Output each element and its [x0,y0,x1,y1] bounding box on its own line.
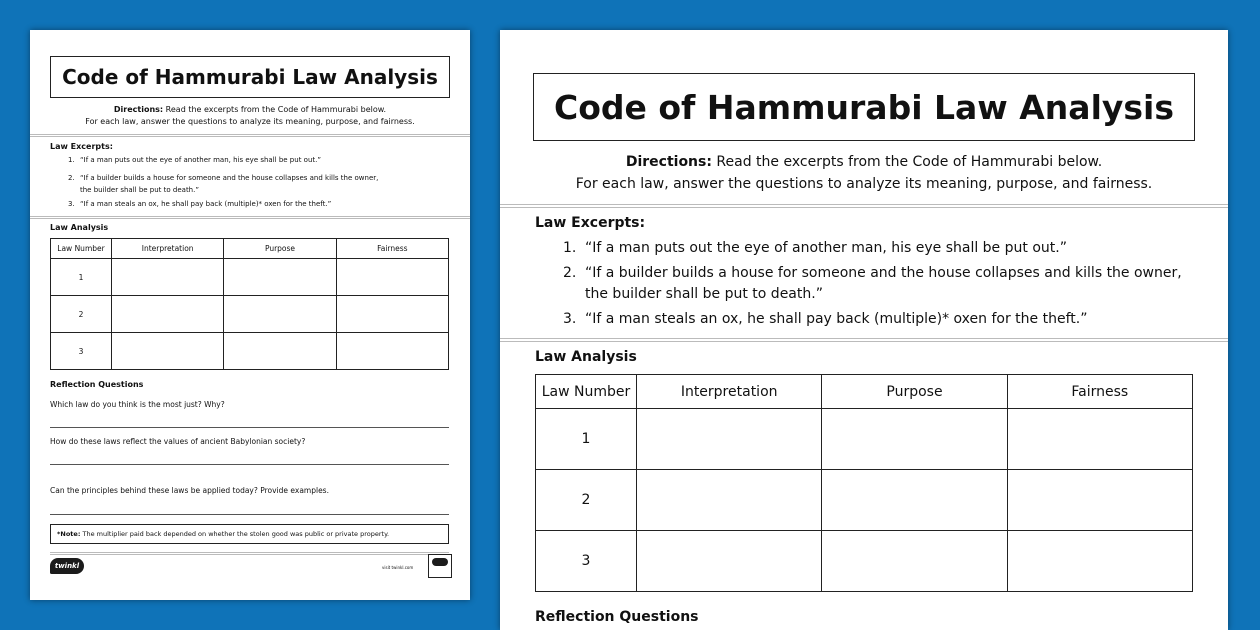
row-number: 1 [536,409,637,470]
excerpt-2 [563,263,1182,305]
divider [30,216,470,219]
footer-url: visit twinkl.com [382,565,414,570]
directions [500,151,1228,195]
fairness-cell[interactable] [336,296,448,333]
answer-line-3[interactable] [50,514,449,515]
excerpt-number: 3. [563,311,577,327]
excerpt-1 [68,156,321,164]
excerpt-number: 2. [563,265,577,281]
directions-label: Directions: [625,154,712,170]
table-header: Law Number [51,239,112,259]
excerpt-text: “If a man puts out the eye of another man, his eye shall be put out.” [80,156,321,164]
divider [30,134,470,137]
analysis-table [50,238,449,370]
purpose-cell[interactable] [822,409,1007,470]
table-row [536,470,1193,531]
fairness-cell[interactable] [1007,531,1192,592]
worksheet-thumbnail [30,30,470,600]
table-row [536,409,1193,470]
table-row [536,531,1193,592]
interpretation-cell[interactable] [112,296,224,333]
footer-badge-icon [428,554,452,578]
footer-divider [50,552,449,555]
excerpt-number: 3. [68,200,75,208]
excerpt-number: 1. [563,240,577,256]
row-number: 2 [51,296,112,333]
table-header: Fairness [336,239,448,259]
purpose-cell[interactable] [224,333,336,370]
purpose-cell[interactable] [224,259,336,296]
note-box [50,524,449,544]
excerpt-text: “If a builder builds a house for someone and the house collapses and kills the owner, [80,174,379,182]
worksheet-title: Code of Hammurabi Law Analysis [50,56,450,98]
interpretation-cell[interactable] [637,531,822,592]
answer-line-2[interactable] [50,464,449,465]
fairness-cell[interactable] [336,333,448,370]
table-header: Purpose [224,239,336,259]
row-number: 3 [51,333,112,370]
table-header: Purpose [822,375,1007,409]
twinkl-logo: twinkl [50,558,84,574]
reflection-heading: Reflection Questions [50,380,144,389]
table-row [51,296,449,333]
fairness-cell[interactable] [1007,470,1192,531]
table-header: Interpretation [637,375,822,409]
excerpt-text: “If a man steals an ox, he shall pay back (multiple)* oxen for the theft.” [80,200,332,208]
interpretation-cell[interactable] [637,470,822,531]
directions [30,104,470,128]
table-header: Law Number [536,375,637,409]
directions-line-2: For each law, answer the questions to analyze its meaning, purpose, and fairness. [575,176,1153,192]
excerpt-text: “If a man puts out the eye of another man, his eye shall be put out.” [585,240,1067,256]
answer-line-1[interactable] [50,427,449,428]
excerpt-3 [68,200,331,208]
excerpt-text-continued: the builder shall be put to death.” [80,186,199,194]
directions-line-2: For each law, answer the questions to analyze its meaning, purpose, and fairness. [85,117,415,126]
excerpts-heading: Law Excerpts: [535,215,646,231]
excerpt-number: 2. [68,174,75,182]
row-number: 2 [536,470,637,531]
note-text: The multiplier paid back depended on whether the stolen good was public or private property. [82,530,390,538]
reflection-heading: Reflection Questions [535,609,699,625]
row-number: 3 [536,531,637,592]
row-number: 1 [51,259,112,296]
excerpt-2 [68,172,378,196]
question-3: Can the principles behind these laws be applied today? Provide examples. [50,486,329,495]
fairness-cell[interactable] [1007,409,1192,470]
purpose-cell[interactable] [224,296,336,333]
table-header: Fairness [1007,375,1192,409]
table-row [51,333,449,370]
divider [500,204,1228,208]
question-1: Which law do you think is the most just? Why? [50,400,225,409]
interpretation-cell[interactable] [112,259,224,296]
excerpt-1 [563,238,1067,259]
worksheet-title: Code of Hammurabi Law Analysis [533,73,1195,141]
question-2: How do these laws reflect the values of ancient Babylonian society? [50,437,306,446]
analysis-table [535,374,1193,592]
interpretation-cell[interactable] [637,409,822,470]
analysis-heading: Law Analysis [50,223,109,232]
directions-line-1: Read the excerpts from the Code of Hammurabi below. [716,154,1103,170]
purpose-cell[interactable] [822,470,1007,531]
analysis-heading: Law Analysis [535,349,637,365]
divider [500,338,1228,342]
worksheet-zoom [500,30,1228,630]
table-row [51,259,449,296]
excerpt-text: “If a builder builds a house for someone and the house collapses and kills the owner, [585,265,1182,281]
table-header: Interpretation [112,239,224,259]
directions-line-1: Read the excerpts from the Code of Hammurabi below. [165,105,387,114]
excerpt-number: 1. [68,156,75,164]
fairness-cell[interactable] [336,259,448,296]
excerpt-text-continued: the builder shall be put to death.” [585,286,823,302]
note-label: *Note: [57,530,81,538]
purpose-cell[interactable] [822,531,1007,592]
excerpts-heading: Law Excerpts: [50,142,113,151]
directions-label: Directions: [113,105,164,114]
excerpt-text: “If a man steals an ox, he shall pay back (multiple)* oxen for the theft.” [585,311,1088,327]
interpretation-cell[interactable] [112,333,224,370]
excerpt-3 [563,309,1087,330]
